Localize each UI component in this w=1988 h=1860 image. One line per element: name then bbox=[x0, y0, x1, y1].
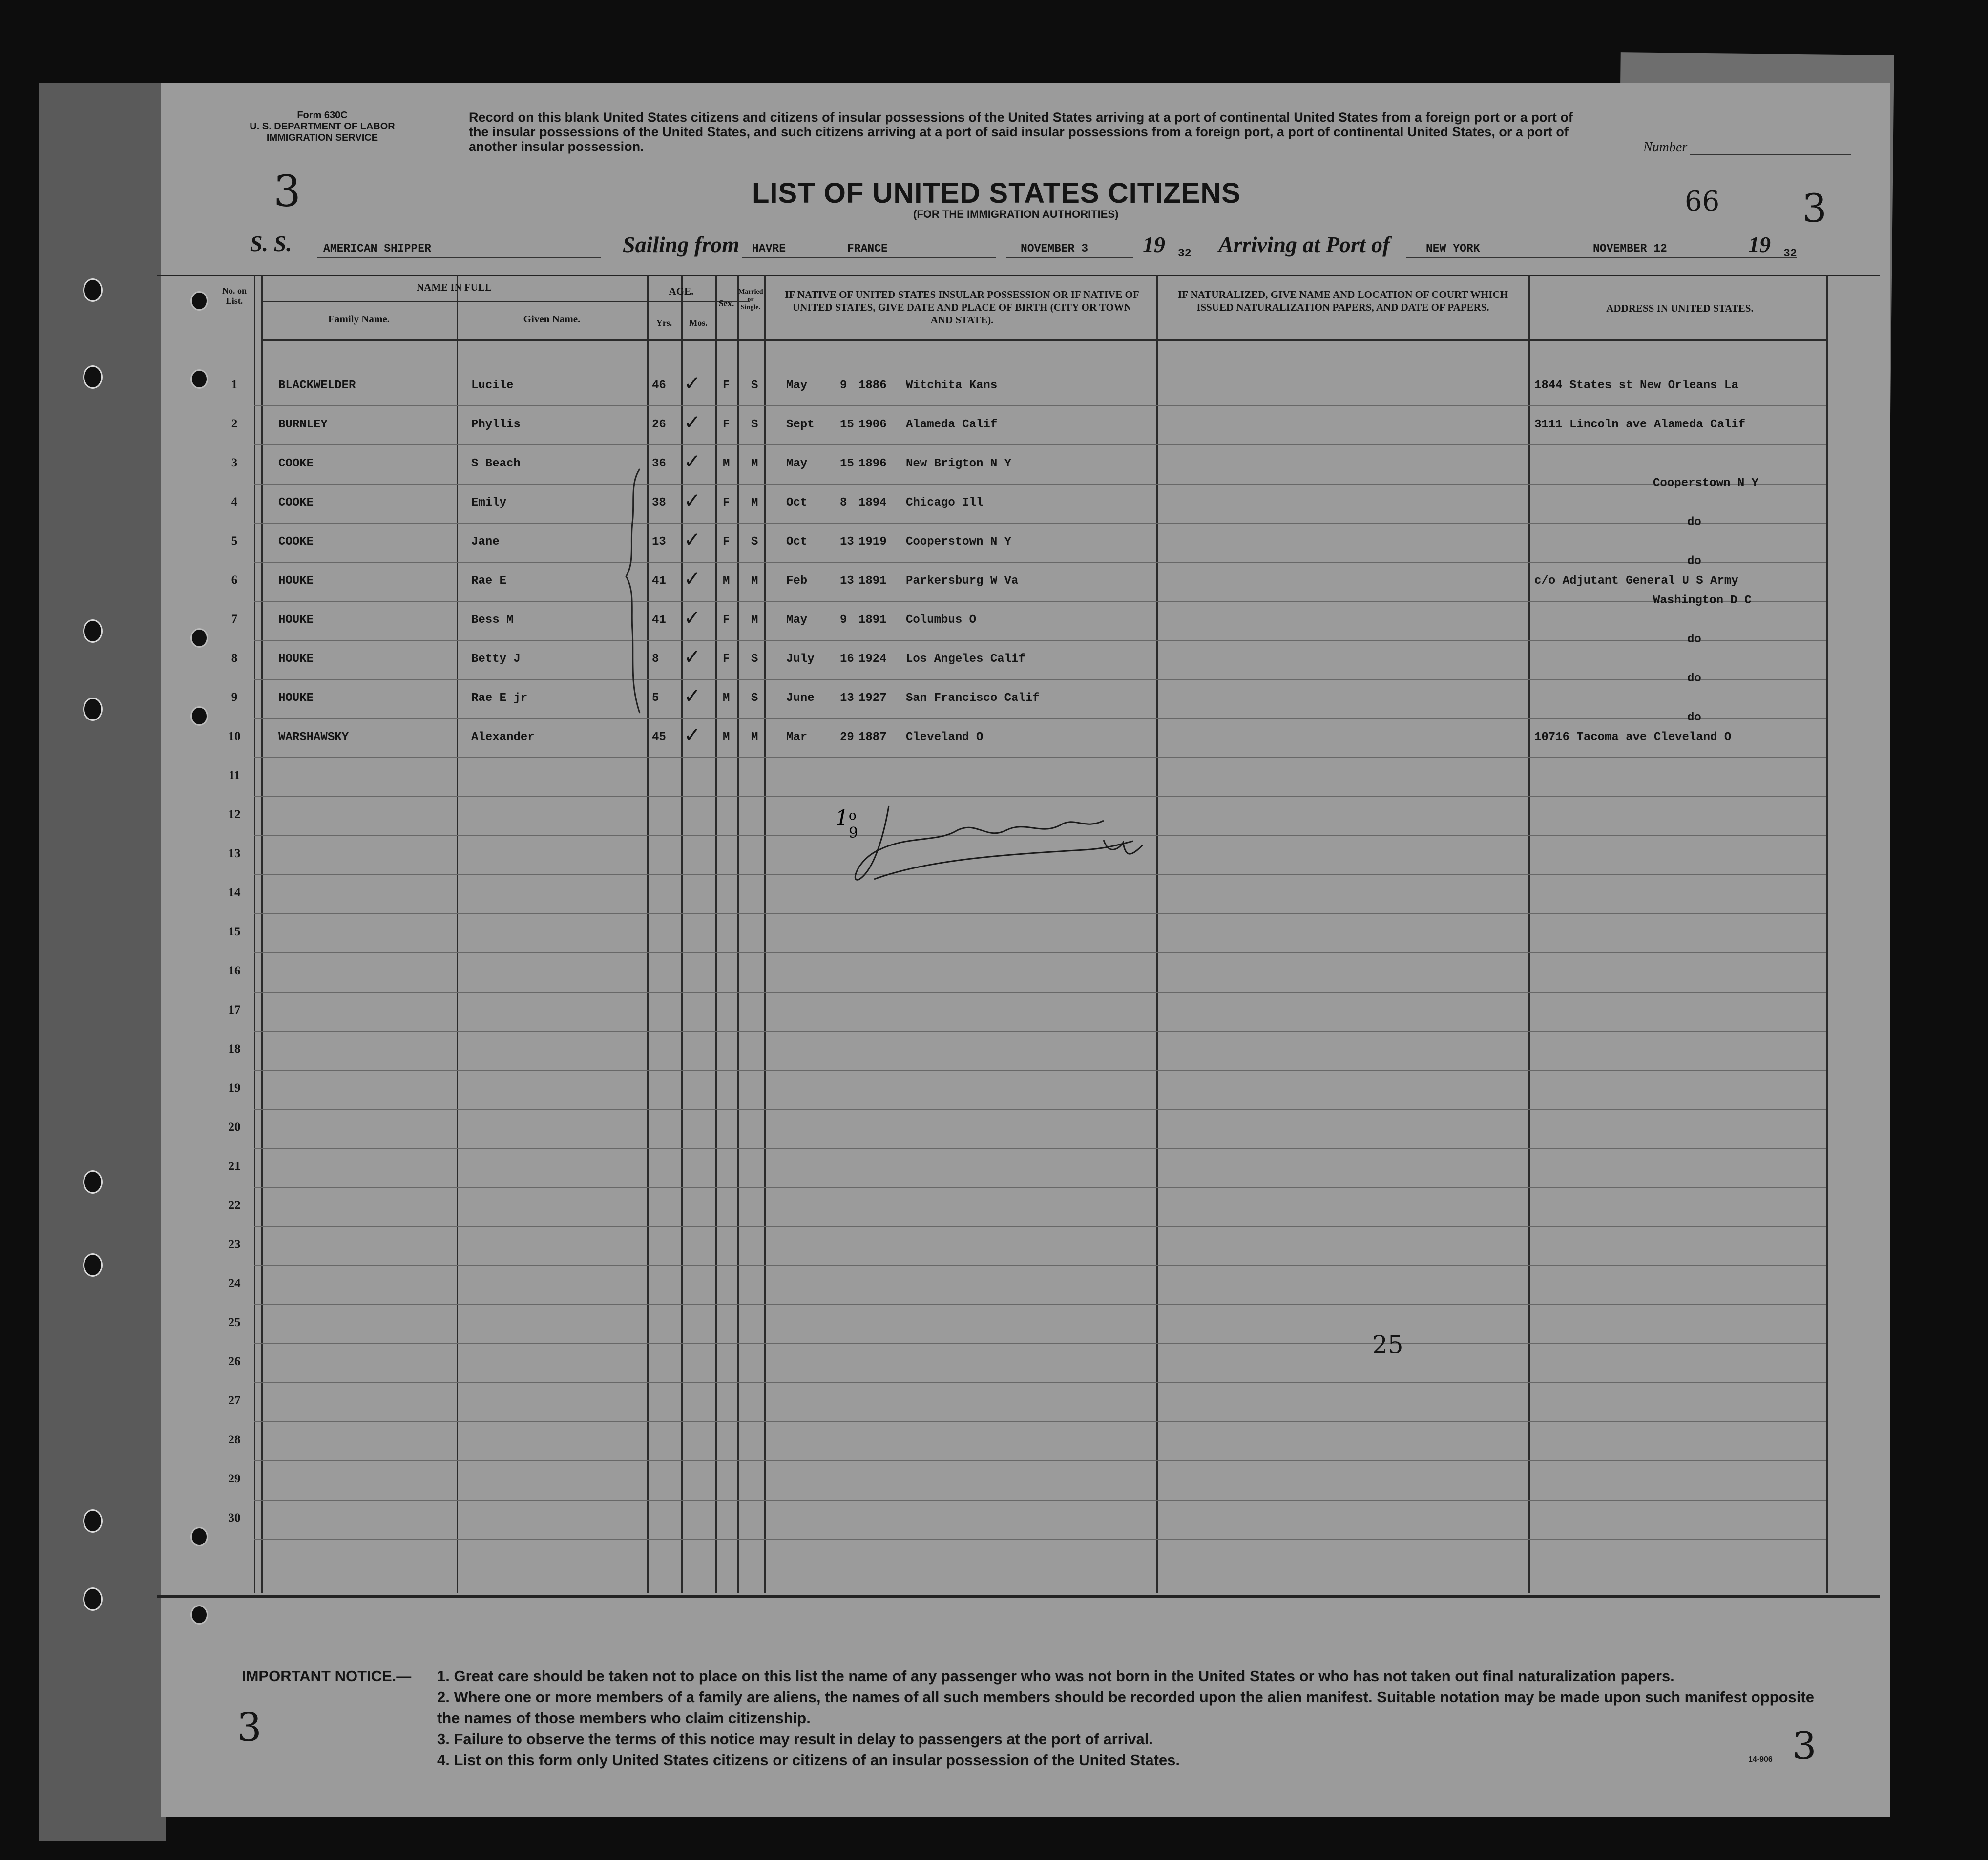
row-number: 11 bbox=[229, 769, 240, 782]
ship-prefix: S. S. bbox=[250, 231, 292, 256]
row-number: 20 bbox=[228, 1120, 241, 1134]
row-number: 13 bbox=[228, 847, 241, 860]
birth-year: 1919 bbox=[858, 535, 887, 549]
birth-month: May bbox=[786, 613, 808, 627]
notice-item: 1. Great care should be taken not to place on this list the name of any passenger who was not born in the United States or who has not taken out final naturalization papers. bbox=[437, 1668, 1674, 1685]
header-naturalized: IF NATURALIZED, GIVE NAME AND LOCATION OF COURT WHICH ISSUED NATURALIZATION PAPERS, AND DATE OF PAPERS. bbox=[1178, 289, 1508, 313]
birth-month: Oct bbox=[786, 496, 808, 509]
header-sex: Sex. bbox=[718, 298, 734, 308]
column-divider bbox=[764, 275, 766, 1593]
handwritten-mark: 3 bbox=[1802, 186, 1827, 231]
birth-year: 1886 bbox=[858, 379, 887, 392]
country-from: FRANCE bbox=[847, 242, 888, 255]
row-rule bbox=[254, 1460, 1826, 1461]
marital-status: S bbox=[751, 535, 758, 549]
notice-label: IMPORTANT NOTICE.— bbox=[242, 1668, 412, 1685]
marital-status: S bbox=[751, 418, 758, 431]
row-rule bbox=[254, 1343, 1826, 1344]
marital-status: S bbox=[751, 692, 758, 705]
address: 1844 States st New Orleans La bbox=[1534, 379, 1738, 392]
header-birth: IF NATIVE OF UNITED STATES INSULAR POSSESSION OR IF NATIVE OF UNITED STATES, GIVE DATE AND PLACE OF BIRTH (CITY OR TOWN AND STATE). bbox=[785, 289, 1139, 326]
birth-day: 16 bbox=[840, 653, 854, 666]
birth-year: 1891 bbox=[858, 613, 887, 627]
column-divider bbox=[681, 275, 683, 1593]
row-number: 2 bbox=[231, 417, 238, 430]
birth-place: Columbus O bbox=[906, 613, 977, 627]
row-number: 3 bbox=[231, 456, 238, 469]
number-label: Number bbox=[1643, 140, 1688, 155]
family-bracket bbox=[620, 464, 649, 718]
row-number: 10 bbox=[228, 730, 241, 743]
birth-place: Parkersburg W Va bbox=[906, 574, 1019, 588]
sex: F bbox=[723, 418, 730, 431]
svg-text:o: o bbox=[849, 808, 857, 823]
row-number: 21 bbox=[228, 1160, 241, 1173]
given-name: Bess M bbox=[471, 613, 514, 627]
family-name: BURNLEY bbox=[278, 418, 328, 431]
check-mark: ✓ bbox=[684, 528, 701, 551]
row-number: 5 bbox=[231, 534, 238, 548]
given-name: Phyllis bbox=[471, 418, 521, 431]
row-rule bbox=[254, 444, 1826, 445]
handwritten-mark: 25 bbox=[1372, 1331, 1403, 1359]
handwritten-mark: 3 bbox=[1792, 1724, 1817, 1768]
row-rule bbox=[254, 1148, 1826, 1149]
port-from: HAVRE bbox=[752, 242, 786, 255]
port-to-underline bbox=[1406, 257, 1797, 258]
birth-day: 15 bbox=[840, 457, 854, 470]
address-continued: Washington D C bbox=[1653, 594, 1752, 607]
row-number: 30 bbox=[228, 1511, 241, 1524]
address-continued: Cooperstown N Y bbox=[1653, 477, 1759, 490]
sex: F bbox=[723, 535, 730, 549]
row-rule bbox=[254, 484, 1826, 485]
header-name-in-full: NAME IN FULL bbox=[416, 281, 492, 293]
handwritten-mark: 3 bbox=[237, 1705, 262, 1750]
row-number: 28 bbox=[228, 1433, 241, 1446]
row-number: 19 bbox=[228, 1081, 241, 1095]
sail-year: 32 bbox=[1178, 247, 1192, 260]
row-rule bbox=[254, 718, 1826, 719]
sex: F bbox=[723, 379, 730, 392]
birth-place: Witchita Kans bbox=[906, 379, 998, 392]
form-id: Form 630C bbox=[297, 110, 348, 121]
binder-hole bbox=[83, 365, 103, 389]
svg-text:9: 9 bbox=[849, 824, 858, 842]
agency-line: U. S. DEPARTMENT OF LABOR bbox=[250, 121, 395, 132]
birth-place: Chicago Ill bbox=[906, 496, 984, 509]
sex: M bbox=[723, 692, 730, 705]
column-divider bbox=[261, 275, 263, 1593]
age-years: 41 bbox=[652, 613, 666, 627]
marital-status: M bbox=[751, 496, 758, 509]
row-rule bbox=[254, 757, 1826, 758]
header-rule bbox=[261, 339, 1826, 341]
birth-day: 13 bbox=[840, 535, 854, 549]
handwritten-page-number: 66 bbox=[1685, 186, 1720, 217]
row-rule bbox=[254, 1109, 1826, 1110]
header-no: No. on List. bbox=[222, 286, 247, 306]
row-number: 9 bbox=[231, 691, 238, 704]
notice-item: 4. List on this form only United States citizens or citizens of an insular possession of the United States. bbox=[437, 1752, 1180, 1769]
check-mark: ✓ bbox=[684, 371, 701, 395]
address: 10716 Tacoma ave Cleveland O bbox=[1534, 731, 1732, 744]
date-underline bbox=[1006, 257, 1133, 258]
binder-hole bbox=[83, 619, 103, 643]
birth-day: 9 bbox=[840, 379, 847, 392]
address: c/o Adjutant General U S Army bbox=[1534, 574, 1738, 588]
row-number: 26 bbox=[228, 1355, 241, 1368]
name-rule bbox=[261, 301, 647, 302]
column-divider bbox=[1826, 275, 1828, 1593]
row-rule bbox=[254, 1187, 1826, 1188]
sailing-label: Sailing from bbox=[623, 232, 740, 257]
notice-item: 2. Where one or more members of a family are aliens, the names of all such members should be recorded upon the alien manifest. Suitable notation may be made upon such manifest opposite the names of those members who claim citizenship. bbox=[437, 1689, 1814, 1727]
row-number: 8 bbox=[231, 652, 238, 665]
birth-day: 13 bbox=[840, 692, 854, 705]
birth-day: 13 bbox=[840, 574, 854, 588]
check-mark: ✓ bbox=[684, 723, 701, 747]
header-address: ADDRESS IN UNITED STATES. bbox=[1606, 302, 1754, 314]
birth-month: July bbox=[786, 653, 815, 666]
marital-status: M bbox=[751, 613, 758, 627]
birth-month: May bbox=[786, 379, 808, 392]
birth-place: Cooperstown N Y bbox=[906, 535, 1012, 549]
binder-hole bbox=[83, 278, 103, 302]
row-rule bbox=[254, 640, 1826, 641]
row-number: 15 bbox=[228, 925, 241, 938]
marital-status: M bbox=[751, 574, 758, 588]
birth-month: Oct bbox=[786, 535, 808, 549]
family-name: COOKE bbox=[278, 496, 314, 509]
age-years: 13 bbox=[652, 535, 666, 549]
ship-name: AMERICAN SHIPPER bbox=[323, 242, 431, 255]
svg-text:1: 1 bbox=[835, 806, 849, 831]
birth-year: 1887 bbox=[858, 731, 887, 744]
check-mark: ✓ bbox=[684, 606, 701, 630]
family-name: HOUKE bbox=[278, 613, 314, 627]
age-years: 5 bbox=[652, 692, 659, 705]
family-name: WARSHAWSKY bbox=[278, 731, 349, 744]
birth-year: 1906 bbox=[858, 418, 887, 431]
given-name: Alexander bbox=[471, 731, 535, 744]
handwritten-mark: 3 bbox=[273, 166, 301, 216]
row-rule bbox=[254, 405, 1826, 406]
row-number: 17 bbox=[228, 1003, 241, 1016]
header-given-name: Given Name. bbox=[523, 313, 581, 325]
sex: F bbox=[723, 496, 730, 509]
family-name: COOKE bbox=[278, 457, 314, 470]
row-number: 14 bbox=[228, 886, 241, 899]
row-number: 23 bbox=[228, 1238, 241, 1251]
birth-year: 1894 bbox=[858, 496, 887, 509]
given-name: S Beach bbox=[471, 457, 521, 470]
row-number: 1 bbox=[231, 378, 238, 391]
birth-day: 29 bbox=[840, 731, 854, 744]
sex: F bbox=[723, 613, 730, 627]
port-underline bbox=[742, 257, 996, 258]
address-continued: do bbox=[1687, 516, 1701, 529]
birth-day: 8 bbox=[840, 496, 847, 509]
age-years: 41 bbox=[652, 574, 666, 588]
row-rule bbox=[254, 1304, 1826, 1305]
row-rule bbox=[254, 992, 1826, 993]
column-divider bbox=[715, 275, 717, 1593]
ship-underline bbox=[317, 257, 601, 258]
given-name: Jane bbox=[471, 535, 500, 549]
arriving-label: Arriving at Port of bbox=[1218, 232, 1390, 257]
port-to: NEW YORK bbox=[1426, 242, 1480, 255]
year-prefix: 19 bbox=[1748, 232, 1771, 257]
birth-place: San Francisco Calif bbox=[906, 692, 1040, 705]
manifest-table bbox=[157, 275, 1880, 1598]
row-rule bbox=[254, 1070, 1826, 1071]
row-number: 16 bbox=[228, 964, 241, 977]
row-rule bbox=[254, 1031, 1826, 1032]
column-divider bbox=[1156, 275, 1158, 1593]
page-title: LIST OF UNITED STATES CITIZENS bbox=[752, 177, 1241, 209]
row-number: 7 bbox=[231, 613, 238, 626]
binder-hole bbox=[83, 1253, 103, 1277]
header-years: Yrs. bbox=[656, 318, 672, 328]
instructions-text: Record on this blank United States citizens and citizens of insular possessions of the United States arriving at a port of continental United States from a foreign port or a port of the insular possessions of the United States, and such citizens arriving at a port of said insular possessions from a foreign port, a port of continental United States, or a port of another insular possession. bbox=[469, 110, 1573, 154]
year-prefix: 19 bbox=[1143, 232, 1165, 257]
given-name: Betty J bbox=[471, 653, 521, 666]
birth-month: June bbox=[786, 692, 815, 705]
birth-month: Feb bbox=[786, 574, 808, 588]
column-divider bbox=[457, 275, 458, 1593]
birth-month: Mar bbox=[786, 731, 808, 744]
row-rule bbox=[254, 1539, 1826, 1540]
given-name: Rae E bbox=[471, 574, 507, 588]
row-rule bbox=[254, 523, 1826, 524]
given-name: Emily bbox=[471, 496, 507, 509]
sex: F bbox=[723, 653, 730, 666]
birth-day: 15 bbox=[840, 418, 854, 431]
sex: M bbox=[723, 731, 730, 744]
row-number: 29 bbox=[228, 1472, 241, 1485]
age-years: 26 bbox=[652, 418, 666, 431]
binding-strip bbox=[39, 83, 166, 1841]
arrive-date: NOVEMBER 12 bbox=[1593, 242, 1667, 255]
row-rule bbox=[254, 1226, 1826, 1227]
birth-year: 1927 bbox=[858, 692, 887, 705]
header-family-name: Family Name. bbox=[328, 313, 390, 325]
form-header bbox=[225, 110, 420, 144]
birth-year: 1896 bbox=[858, 457, 887, 470]
row-rule bbox=[254, 562, 1826, 563]
check-mark: ✓ bbox=[684, 684, 701, 708]
marital-status: S bbox=[751, 379, 758, 392]
birth-place: Los Angeles Calif bbox=[906, 653, 1025, 666]
family-name: COOKE bbox=[278, 535, 314, 549]
row-number: 25 bbox=[228, 1316, 241, 1329]
row-rule bbox=[254, 1421, 1826, 1422]
header-married-single: Married or Single. bbox=[738, 288, 763, 311]
birth-year: 1891 bbox=[858, 574, 887, 588]
age-years: 38 bbox=[652, 496, 666, 509]
row-number: 24 bbox=[228, 1277, 241, 1290]
check-mark: ✓ bbox=[684, 488, 701, 512]
header-age: AGE. bbox=[669, 285, 694, 297]
row-number: 4 bbox=[231, 495, 238, 508]
column-divider bbox=[1528, 275, 1530, 1593]
birth-month: Sept bbox=[786, 418, 815, 431]
page-subtitle: (FOR THE IMMIGRATION AUTHORITIES) bbox=[913, 208, 1119, 220]
row-rule bbox=[254, 1265, 1826, 1266]
binder-hole bbox=[83, 1509, 103, 1533]
row-rule bbox=[254, 601, 1826, 602]
row-number: 6 bbox=[231, 573, 238, 587]
binder-hole bbox=[83, 698, 103, 721]
age-years: 45 bbox=[652, 731, 666, 744]
header-months: Mos. bbox=[689, 318, 708, 328]
row-number: 12 bbox=[228, 808, 241, 821]
number-field bbox=[1690, 154, 1851, 155]
birth-place: Cleveland O bbox=[906, 731, 984, 744]
birth-year: 1924 bbox=[858, 653, 887, 666]
arrive-year: 32 bbox=[1783, 247, 1797, 260]
family-name: HOUKE bbox=[278, 574, 314, 588]
check-mark: ✓ bbox=[684, 567, 701, 591]
sail-date: NOVEMBER 3 bbox=[1021, 242, 1088, 255]
address-continued: do bbox=[1687, 711, 1701, 724]
row-rule bbox=[254, 679, 1826, 680]
sex: M bbox=[723, 574, 730, 588]
agency-line: IMMIGRATION SERVICE bbox=[266, 132, 378, 143]
row-rule bbox=[254, 1500, 1826, 1501]
family-name: HOUKE bbox=[278, 692, 314, 705]
family-name: HOUKE bbox=[278, 653, 314, 666]
marital-status: M bbox=[751, 731, 758, 744]
column-divider bbox=[737, 275, 739, 1593]
binder-hole bbox=[83, 1170, 103, 1194]
column-divider bbox=[254, 275, 255, 1593]
address-continued: do bbox=[1687, 633, 1701, 646]
birth-month: May bbox=[786, 457, 808, 470]
marital-status: S bbox=[751, 653, 758, 666]
binder-hole bbox=[83, 1587, 103, 1611]
given-name: Lucile bbox=[471, 379, 514, 392]
print-code: 14-906 bbox=[1748, 1755, 1773, 1764]
address: 3111 Lincoln ave Alameda Calif bbox=[1534, 418, 1746, 431]
birth-place: New Brigton N Y bbox=[906, 457, 1012, 470]
row-rule bbox=[254, 952, 1826, 953]
birth-place: Alameda Calif bbox=[906, 418, 998, 431]
sex: M bbox=[723, 457, 730, 470]
given-name: Rae E jr bbox=[471, 692, 528, 705]
row-number: 18 bbox=[228, 1042, 241, 1056]
inspector-signature bbox=[830, 796, 1172, 899]
marital-status: M bbox=[751, 457, 758, 470]
row-rule bbox=[254, 1382, 1826, 1383]
row-number: 22 bbox=[228, 1199, 241, 1212]
birth-day: 9 bbox=[840, 613, 847, 627]
age-years: 36 bbox=[652, 457, 666, 470]
binder-hole bbox=[190, 1605, 208, 1625]
check-mark: ✓ bbox=[684, 410, 701, 434]
row-rule bbox=[254, 913, 1826, 914]
age-years: 8 bbox=[652, 653, 659, 666]
age-years: 46 bbox=[652, 379, 666, 392]
family-name: BLACKWELDER bbox=[278, 379, 356, 392]
row-number: 27 bbox=[228, 1394, 241, 1407]
address-continued: do bbox=[1687, 555, 1701, 568]
check-mark: ✓ bbox=[684, 449, 701, 473]
address-continued: do bbox=[1687, 672, 1701, 685]
notice-item: 3. Failure to observe the terms of this notice may result in delay to passengers at the port of arrival. bbox=[437, 1731, 1153, 1748]
check-mark: ✓ bbox=[684, 645, 701, 669]
